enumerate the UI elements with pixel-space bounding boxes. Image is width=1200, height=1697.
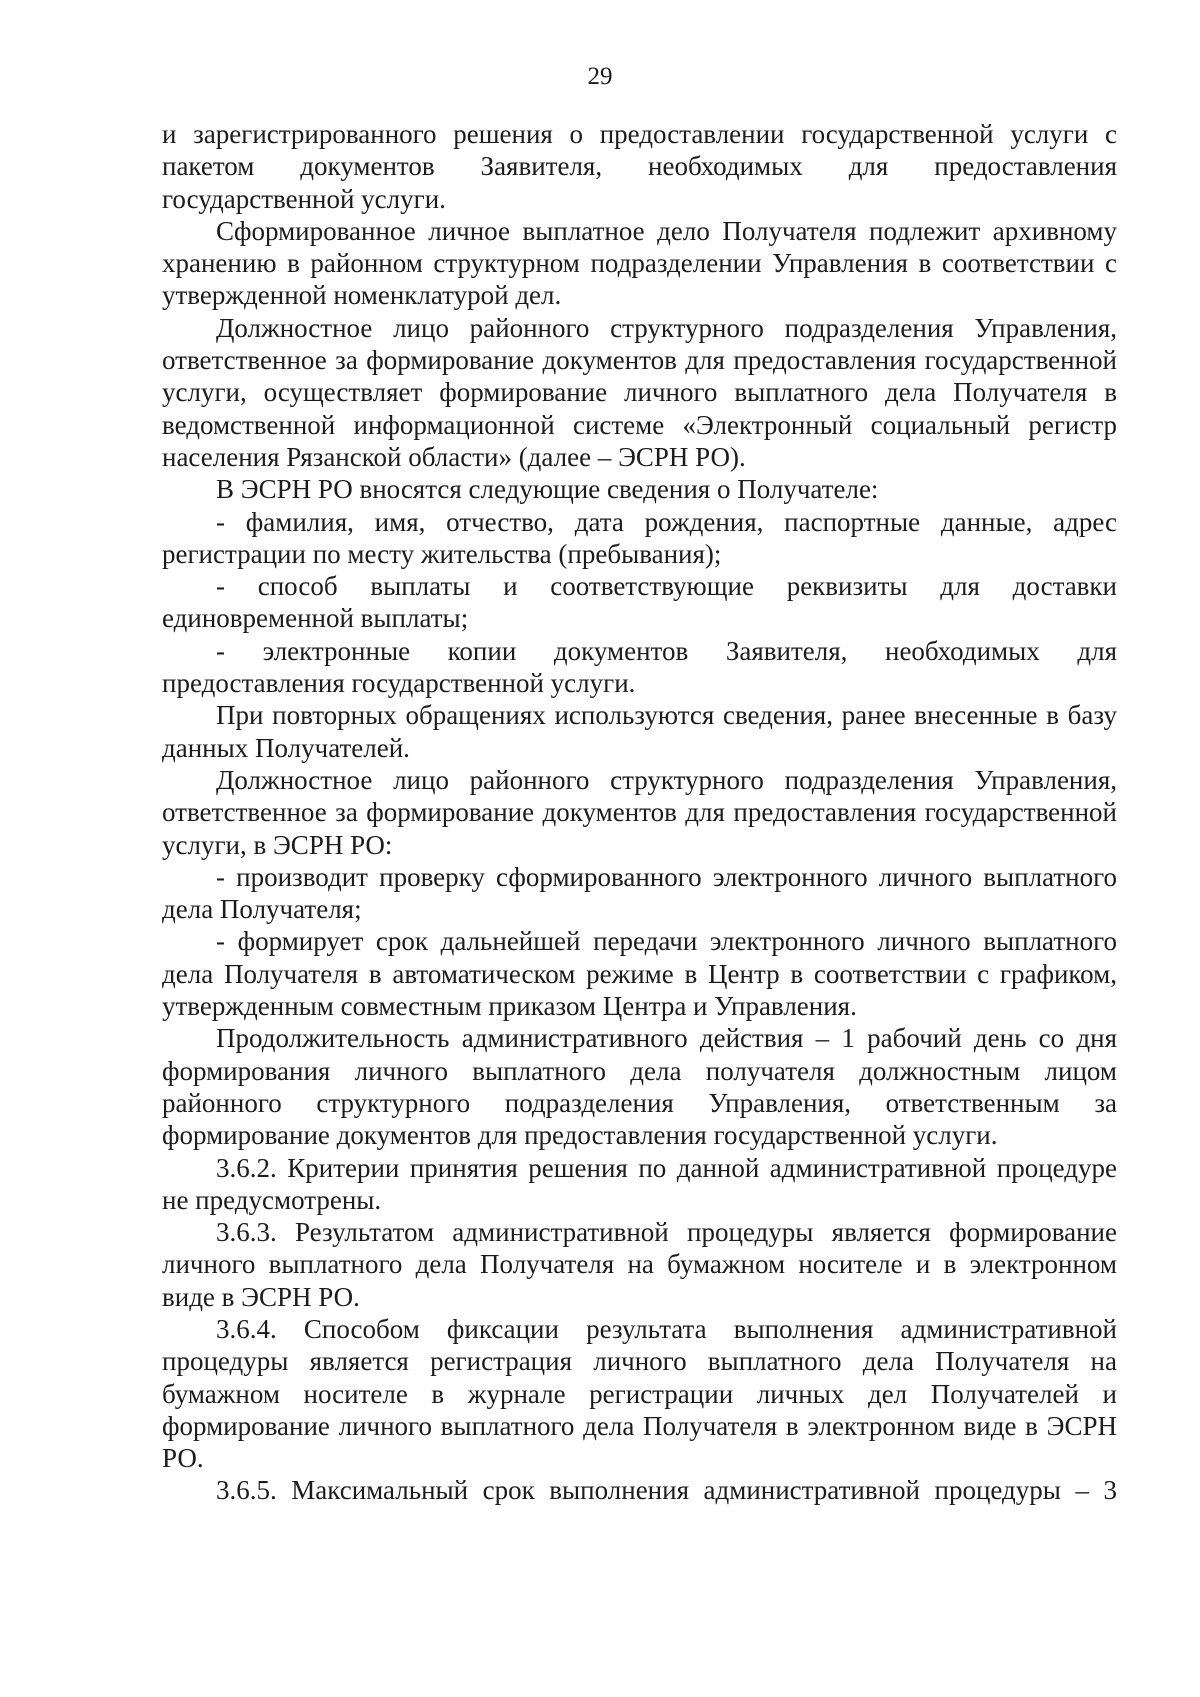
list-item: - электронные копии документов Заявителя, необходимых для предоставления государственной услуги.	[162, 635, 1117, 699]
paragraph: При повторных обращениях используются сведения, ранее внесенные в базу данных Получателей.	[162, 700, 1117, 763]
paragraph: Должностное лицо районного структурного подразделения Управления, ответственное за формирование документов для предоставления государственной услуги, в ЭСРН РО:	[162, 764, 1117, 860]
paragraph: В ЭСРН РО вносятся следующие сведения о Получателе:	[216, 474, 879, 505]
list-item: - способ выплаты и соответствующие реквизиты для доставки единовременной выплаты;	[162, 571, 1117, 634]
section-paragraph: 3.6.5. Максимальный срок выполнения административной процедуры – 3	[216, 1475, 1117, 1506]
list-item: - формирует срок дальнейшей передачи электронного личного выплатного дела Получателя в автоматическом режиме в Центр в соответствии с графиком, утвержденным совместным приказом Центра и Управления.	[162, 926, 1117, 1022]
paragraph: Продолжительность административного действия – 1 рабочий день со дня формирования личного выплатного дела получателя должностным лицом районного структурного подразделения Управления, ответственным за формирование документов для предоставления государственной услуги.	[162, 1023, 1117, 1151]
section-paragraph: 3.6.2. Критерии принятия решения по данной административной процедуре не предусмотрены.	[162, 1152, 1117, 1215]
section-paragraph: 3.6.3. Результатом административной процедуры является формирование личного выплатного дела Получателя на бумажном носителе и в электронном виде в ЭСРН РО.	[162, 1217, 1117, 1312]
section-paragraph: 3.6.4. Способом фиксации результата выполнения административной процедуры является регистрация личного выплатного дела Получателя на бумажном носителе в журнале регистрации личных дел Получателей и формирование личного выплатного дела Получателя в электронном виде в ЭСРН РО.	[162, 1313, 1117, 1474]
paragraph: и зарегистрированного решения о предоставлении государственной услуги с пакетом документов Заявителя, необходимых для предоставления государственной услуги.	[162, 119, 1117, 214]
list-item: - производит проверку сформированного электронного личного выплатного дела Получателя;	[162, 861, 1117, 925]
paragraph: Сформированное личное выплатное дело Получателя подлежит архивному хранению в районном структурном подразделении Управления в соответствии с утвержденной номенклатурой дел.	[162, 215, 1117, 311]
paragraph: Должностное лицо районного структурного подразделения Управления, ответственное за формирование документов для предоставления государственной услуги, осуществляет формирование личного выплатного дела Получателя в ведомственной информационной системе «Электронный социальный регистр населения Рязанской области» (далее – ЭСРН РО).	[162, 312, 1117, 472]
page-number: 29	[587, 63, 613, 90]
document-body	[162, 118, 1117, 1507]
list-item: - фамилия, имя, отчество, дата рождения, паспортные данные, адрес регистрации по месту жительства (пребывания);	[162, 506, 1117, 569]
